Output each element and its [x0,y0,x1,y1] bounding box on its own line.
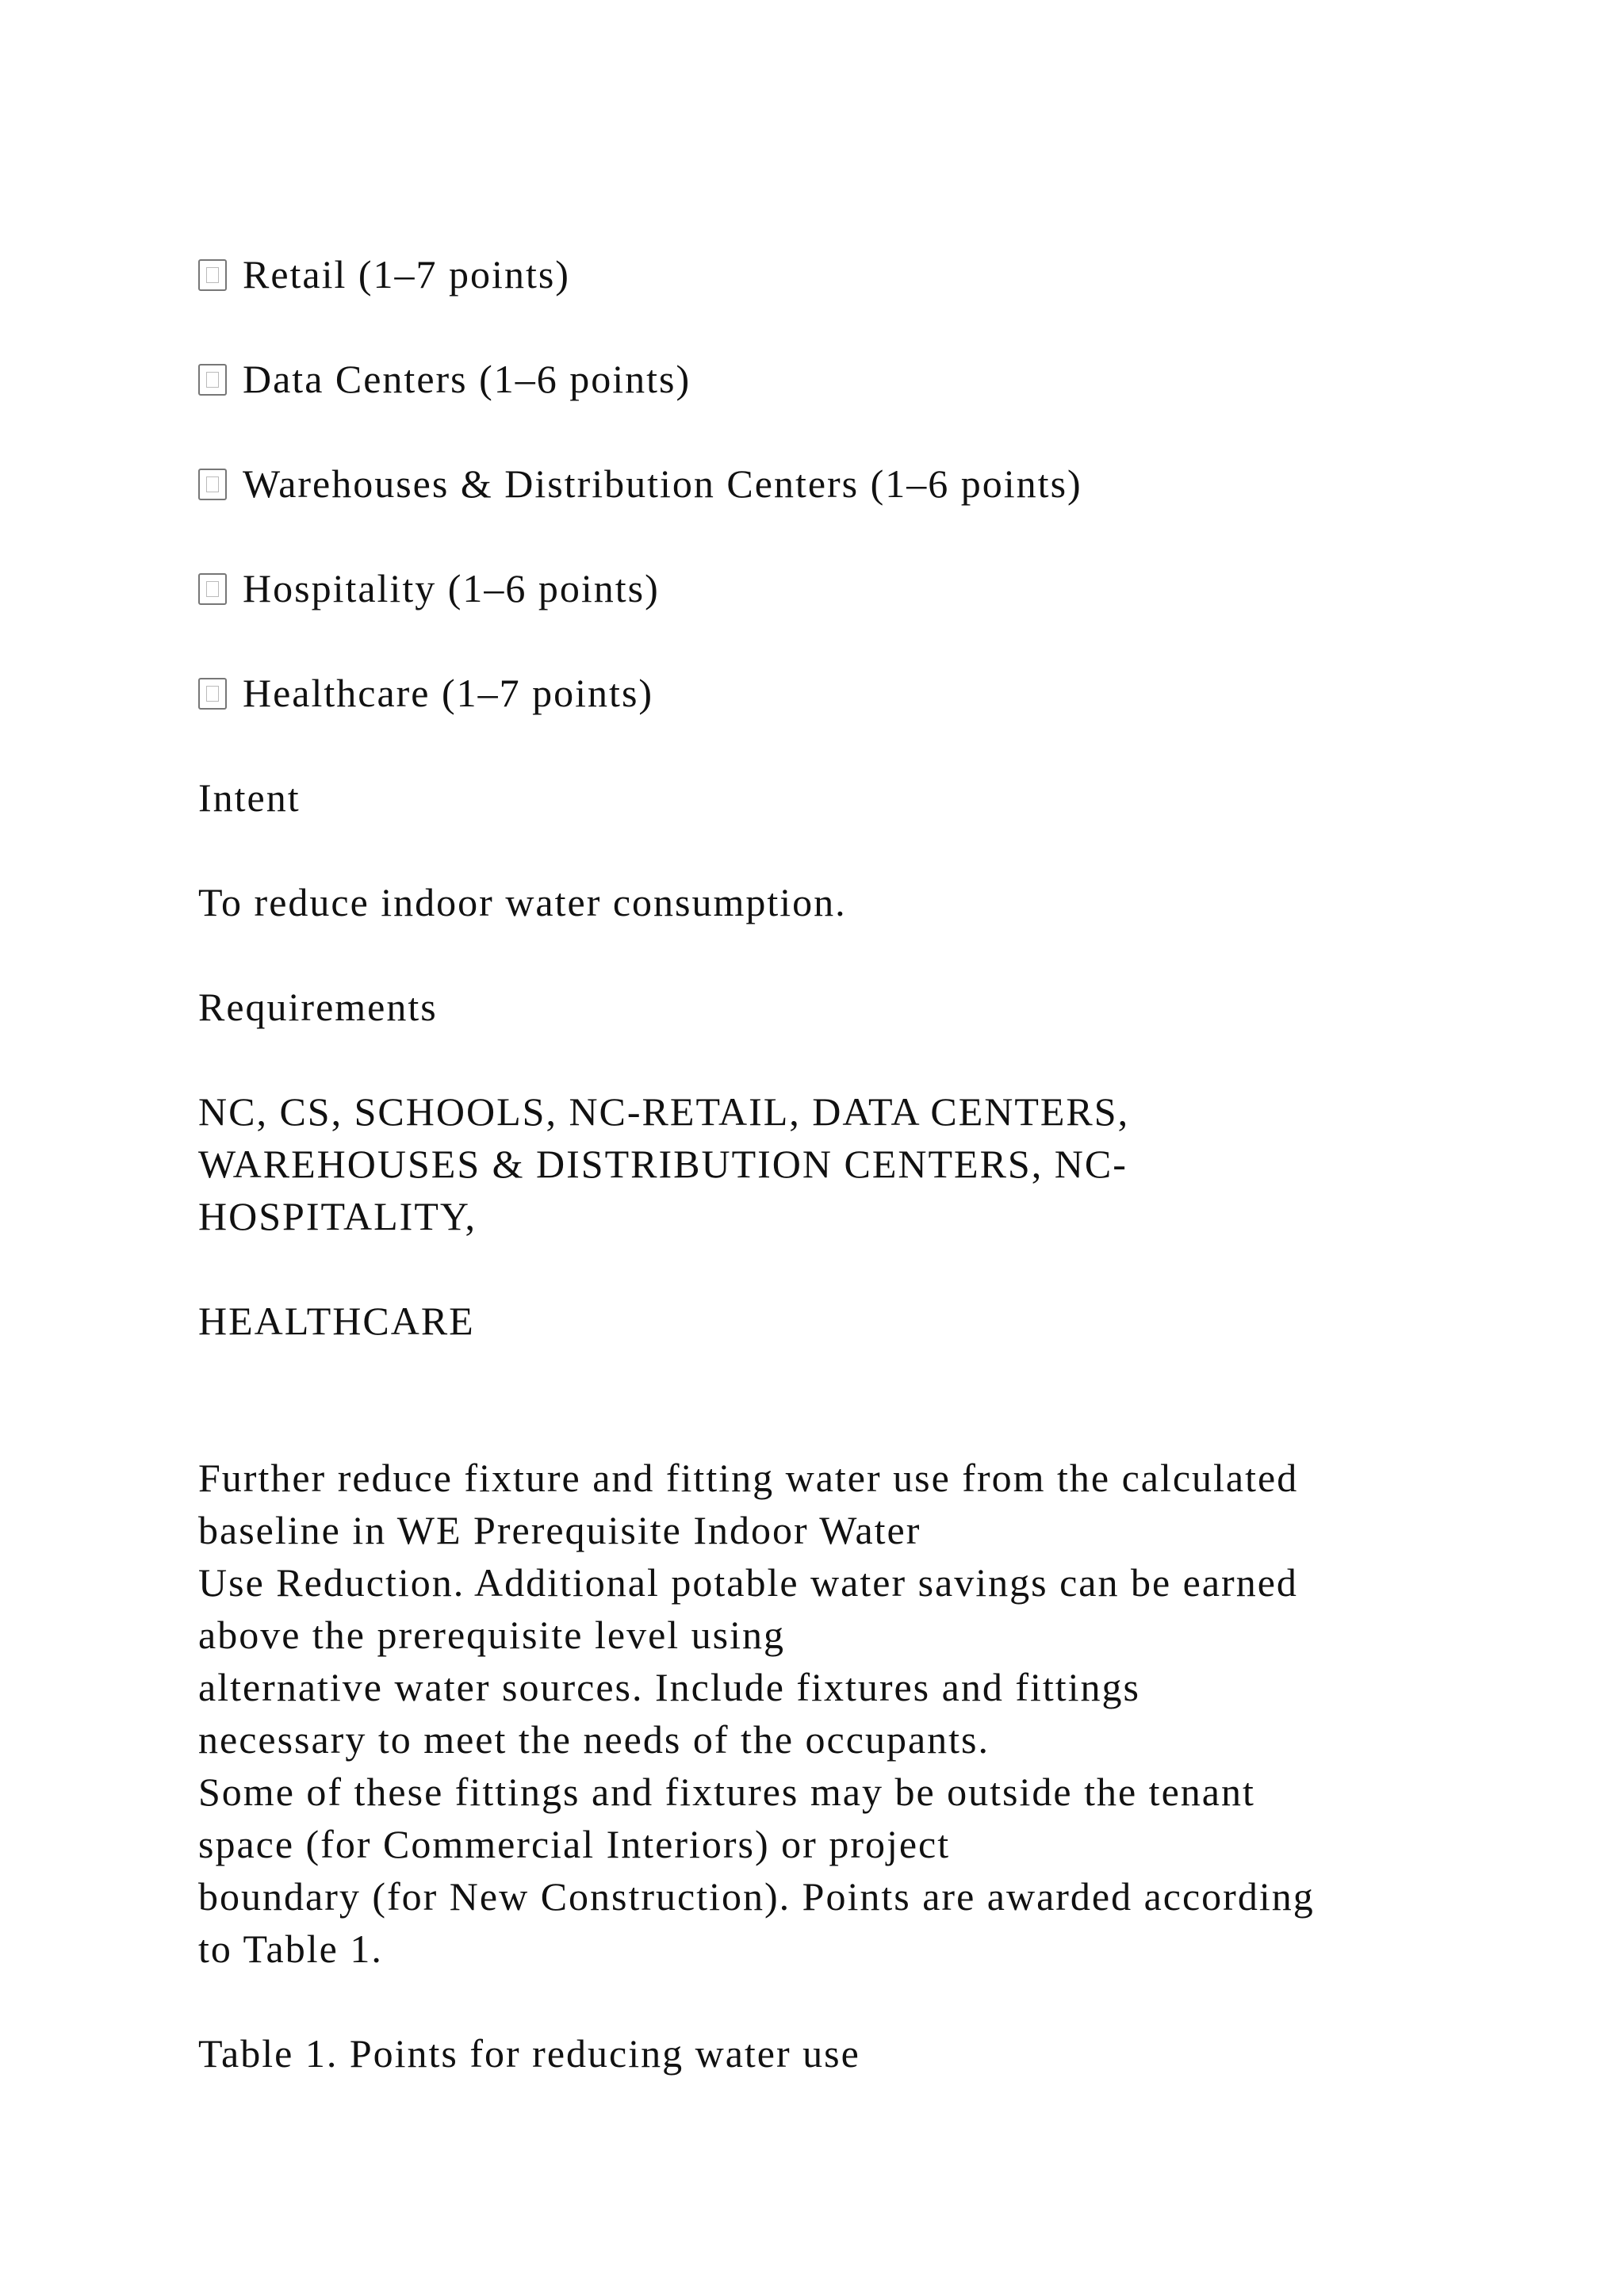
paragraph-line: above the prerequisite level using [198,1613,785,1657]
bullet-text: Retail (1–7 points) [243,252,570,297]
bullet-glyph-icon [198,678,227,710]
healthcare-line: HEALTHCARE [198,1299,475,1343]
requirements-heading: Requirements [198,985,438,1029]
bullet-glyph-icon [198,364,227,396]
bullet-glyph-icon [198,259,227,291]
bullet-text: Data Centers (1–6 points) [243,357,691,401]
bullet-item-hospitality [198,562,660,614]
paragraph-line: to Table 1. [198,1927,383,1971]
paragraph-line: baseline in WE Prerequisite Indoor Water [198,1508,921,1552]
paragraph-line: boundary (for New Construction). Points are awarded according [198,1874,1315,1919]
paragraph-line: Use Reduction. Additional potable water savings can be earned [198,1560,1298,1605]
bullet-text: Warehouses & Distribution Centers (1–6 points) [243,461,1082,506]
bullet-item-warehouses [198,457,1082,510]
bullet-glyph-icon [198,573,227,605]
intent-text: To reduce indoor water consumption. [198,880,847,924]
bullet-item-healthcare [198,667,653,719]
paragraph-line: Further reduce fixture and fitting water use from the calculated [198,1456,1299,1500]
applicability-line: WAREHOUSES & DISTRIBUTION CENTERS, NC- [198,1142,1128,1186]
paragraph-line: space (for Commercial Interiors) or project [198,1822,951,1866]
paragraph-line: Some of these fittings and fixtures may be outside the tenant [198,1770,1255,1814]
intent-heading: Intent [198,775,301,820]
bullet-item-data-centers [198,353,691,405]
bullet-item-retail [198,248,570,300]
applicability-line: HOSPITALITY, [198,1194,477,1238]
paragraph-line: alternative water sources. Include fixtures and fittings [198,1665,1141,1709]
bullet-text: Healthcare (1–7 points) [243,671,654,715]
bullet-glyph-icon [198,469,227,500]
bullet-text: Hospitality (1–6 points) [243,566,660,610]
paragraph-line: necessary to meet the needs of the occupants. [198,1717,990,1762]
applicability-line: NC, CS, SCHOOLS, NC-RETAIL, DATA CENTERS, [198,1089,1130,1134]
table-caption: Table 1. Points for reducing water use [198,2031,860,2076]
